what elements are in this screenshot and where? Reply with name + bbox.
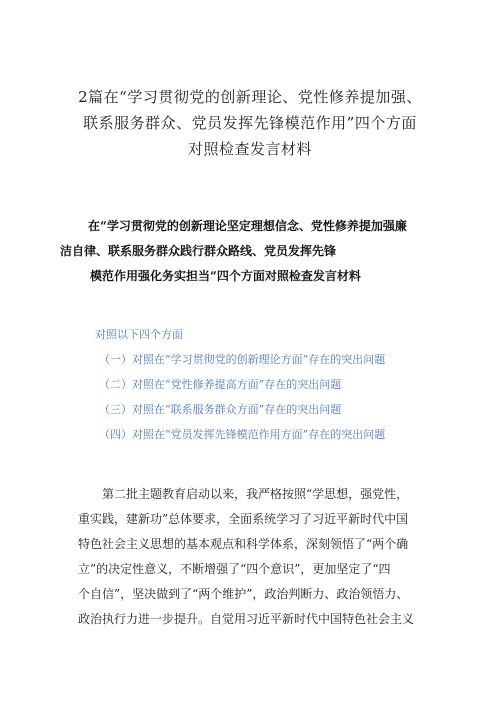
toc-item-1[interactable]: （一）对照在“学习贯彻党的创新理论方面”存在的突出问题 — [99, 353, 386, 366]
subtitle-line-1: 在“学习贯彻党的创新理论坚定理想信念、党性修养提加强廉 — [88, 219, 407, 233]
body-line-6: 政治执行力进一步提升。自觉用习近平新时代中国特色社会主义 — [78, 612, 415, 626]
title-line-1: 2篇在“学习贯彻党的创新理论、党性修养提加强、 — [78, 88, 422, 106]
toc-item-4[interactable]: （四）对照在“党员发挥先锋模范作用方面”存在的突出问题 — [99, 428, 386, 441]
body-line-5: 个自信”，坚决做到了“两个维护”，政治判断力、政治领悟力、 — [78, 587, 409, 601]
title-line-2: 联系服务群众、党员发挥先锋模范作用”四个方面 — [83, 114, 417, 132]
toc-heading[interactable]: 对照以下四个方面 — [95, 328, 183, 341]
body-paragraph — [78, 482, 448, 632]
subtitle-line-2: 洁自律、联系服务群众践行群众路线、党员发挥先锋 — [60, 244, 337, 258]
body-line-2: 重实践，建新功”总体要求，全面系统学习了习近平新时代中国 — [78, 512, 409, 526]
toc-item-2[interactable]: （二）对照在“党性修养提高方面”存在的突出问题 — [99, 378, 342, 391]
document-subtitle — [60, 214, 460, 289]
document-title — [40, 84, 460, 162]
table-of-contents — [95, 322, 475, 447]
body-line-4: 立”的决定性意义，不断增强了“四个意识”，更加坚定了“四 — [78, 562, 391, 576]
body-line-3: 特色社会主义思想的基本观点和科学体系，深刻领悟了“两个确 — [78, 537, 409, 551]
title-line-3: 对照检查发言材料 — [187, 140, 312, 158]
subtitle-line-3: 模范作用强化务实担当“四个方面对照检查发言材料 — [90, 269, 361, 283]
body-line-1: 第二批主题教育启动以来，我严格按照“学思想，强党性， — [102, 487, 409, 501]
toc-item-3[interactable]: （三）对照在“联系服务群众方面”存在的突出问题 — [99, 403, 342, 416]
